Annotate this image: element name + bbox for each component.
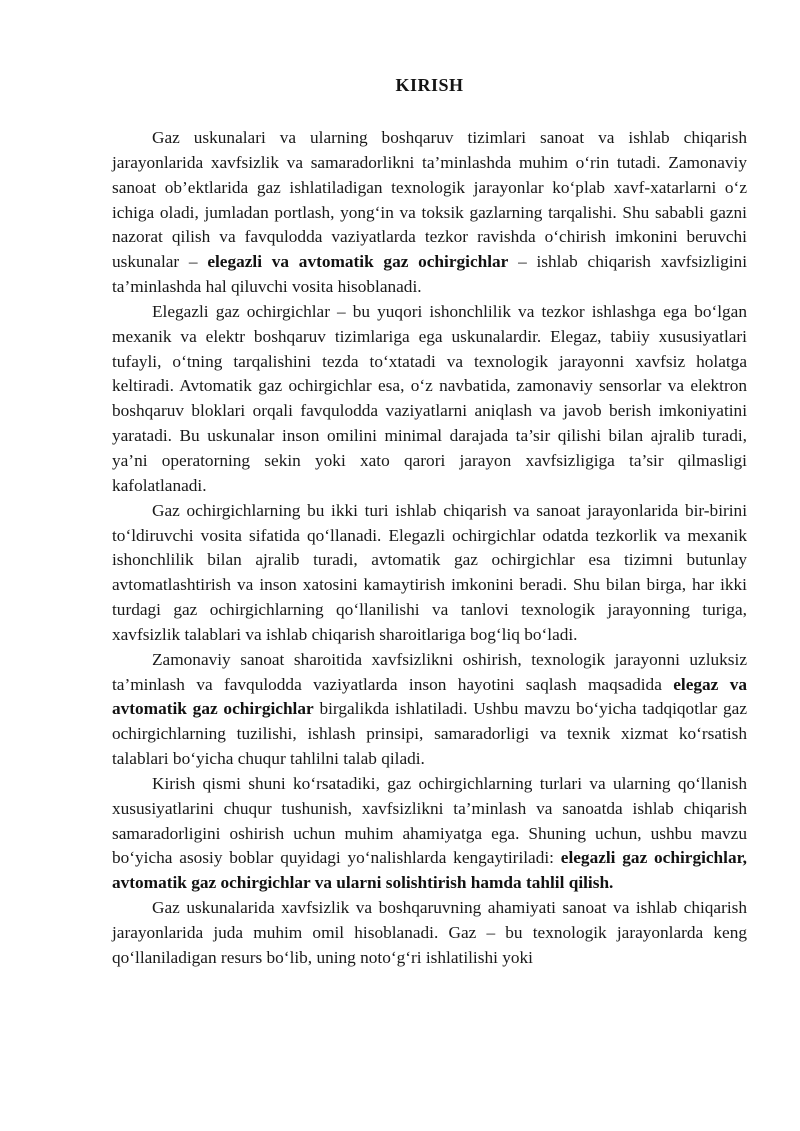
text-run: – ishlab chiqarish xavfsizligini ta’minlashda hal qiluvchi vosita hisoblanadi. [112,252,748,297]
bold-text-run: elegaz va avtomatik gaz ochirgichlar [112,674,747,719]
paragraph [112,772,747,896]
page-title: KIRISH [395,75,464,95]
text-run: Elegazli gaz ochirgichlar – bu yuqori ishonchlilik va tezkor ishlashga ega bo‘lgan mexanik va elektr boshqaruv tizimlariga ega uskunalardir. Elegaz, tabiiy xususiyatlari tufayli, o‘tning tarqalishini tezda to‘xtatadi va texnologik jarayonni xavfsiz holatga keltiradi. Avtomatik gaz ochirgichlar esa, o‘z navbatida, zamonaviy sensorlar va elektron boshqaruv bloklari orqali favqulodda vaziyatlarni aniqlash va javob berish imkoniyatini yaratadi. Bu uskunalar inson omilini minimal darajada ta’sir qilishi bilan ajralib turadi, ya’ni operatorning sekin yoki xato qarori jarayon xavfsizligiga ta’sir qilmasligi kafolatlanadi. [112,301,747,495]
paragraph [112,499,747,648]
text-run: Gaz uskunalari va ularning boshqaruv tizimlari sanoat va ishlab chiqarish jarayonlarida xavfsizlik va samaradorlikni ta’minlashda muhim o‘rin tutadi. Zamonaviy sanoat ob’ektlarida gaz ishlatiladigan texnologik jarayonlar ko‘plab xavf-xatarlarni o‘z ichiga oladi, jumladan portlash, yong‘in va toksik gazlarning tarqalishi. Shu sababli gazni nazorat qilish va favqulodda vaziyatlarda tezkor ravishda o‘chirish imkonini beruvchi uskunalar – [112,128,747,272]
bold-text-run: elegazli gaz ochirgichlar, avtomatik gaz ochirgichlar va ularni solishtirish hamda tahlil qilish. [112,848,748,893]
bold-text-run: elegazli va avtomatik gaz ochirgichlar [207,252,509,272]
text-run: Gaz ochirgichlarning bu ikki turi ishlab chiqarish va sanoat jarayonlarida bir-birini to‘ldiruvchi vosita sifatida qo‘llanadi. Elegazli ochirgichlar odatda tezkorlik va mexanik ishonchlilik bilan ajralib turadi, avtomatik gaz ochirgichlar esa tizimni butunlay avtomatlashtirish va inson xatosini kamaytirish imkonini beradi. Shu bilan birga, har ikki turdagi gaz ochirgichlarning qo‘llanilishi va tanlovi texnologik jarayonning turiga, xavfsizlik talablari va ishlab chiqarish sharoitlariga bog‘liq bo‘ladi. [112,500,747,644]
text-run: Kirish qismi shuni ko‘rsatadiki, gaz ochirgichlarning turlari va ularning qo‘llanish xususiyatlarini chuqur tushunish, xavfsizlikni ta’minlash va sanoatda ishlab chiqarish samaradorligini oshirish uchun muhim ahamiyatga ega. Shuning uchun, ushbu mavzu bo‘yicha asosiy boblar quyidagi yo‘nalishlarda kengaytiriladi: [112,773,747,868]
text-run: Gaz uskunalarida xavfsizlik va boshqaruvning ahamiyati sanoat va ishlab chiqarish jarayonlarida juda muhim omil hisoblanadi. Gaz – bu texnologik jarayonlarda keng qo‘llaniladigan resurs bo‘lib, uning noto‘g‘ri ishlatilishi yoki [112,898,747,967]
document-body [112,126,747,971]
paragraph [112,648,747,772]
paragraph [112,126,747,300]
text-run: birgalikda ishlatiladi. Ushbu mavzu bo‘yicha tadqiqotlar gaz ochirgichlarning tuzilishi, ishlash prinsipi, samaradorligi va texnik xizmat ko‘rsatish talablari bo‘yicha chuqur tahlilni talab qiladi. [112,699,747,769]
document-content [112,73,747,971]
paragraph [112,300,747,499]
text-run: Zamonaviy sanoat sharoitida xavfsizlikni oshirish, texnologik jarayonni uzluksiz ta’minlash va favqulodda vaziyatlarda inson hayotini saqlash maqsadida [112,649,747,694]
paragraph [112,896,747,971]
